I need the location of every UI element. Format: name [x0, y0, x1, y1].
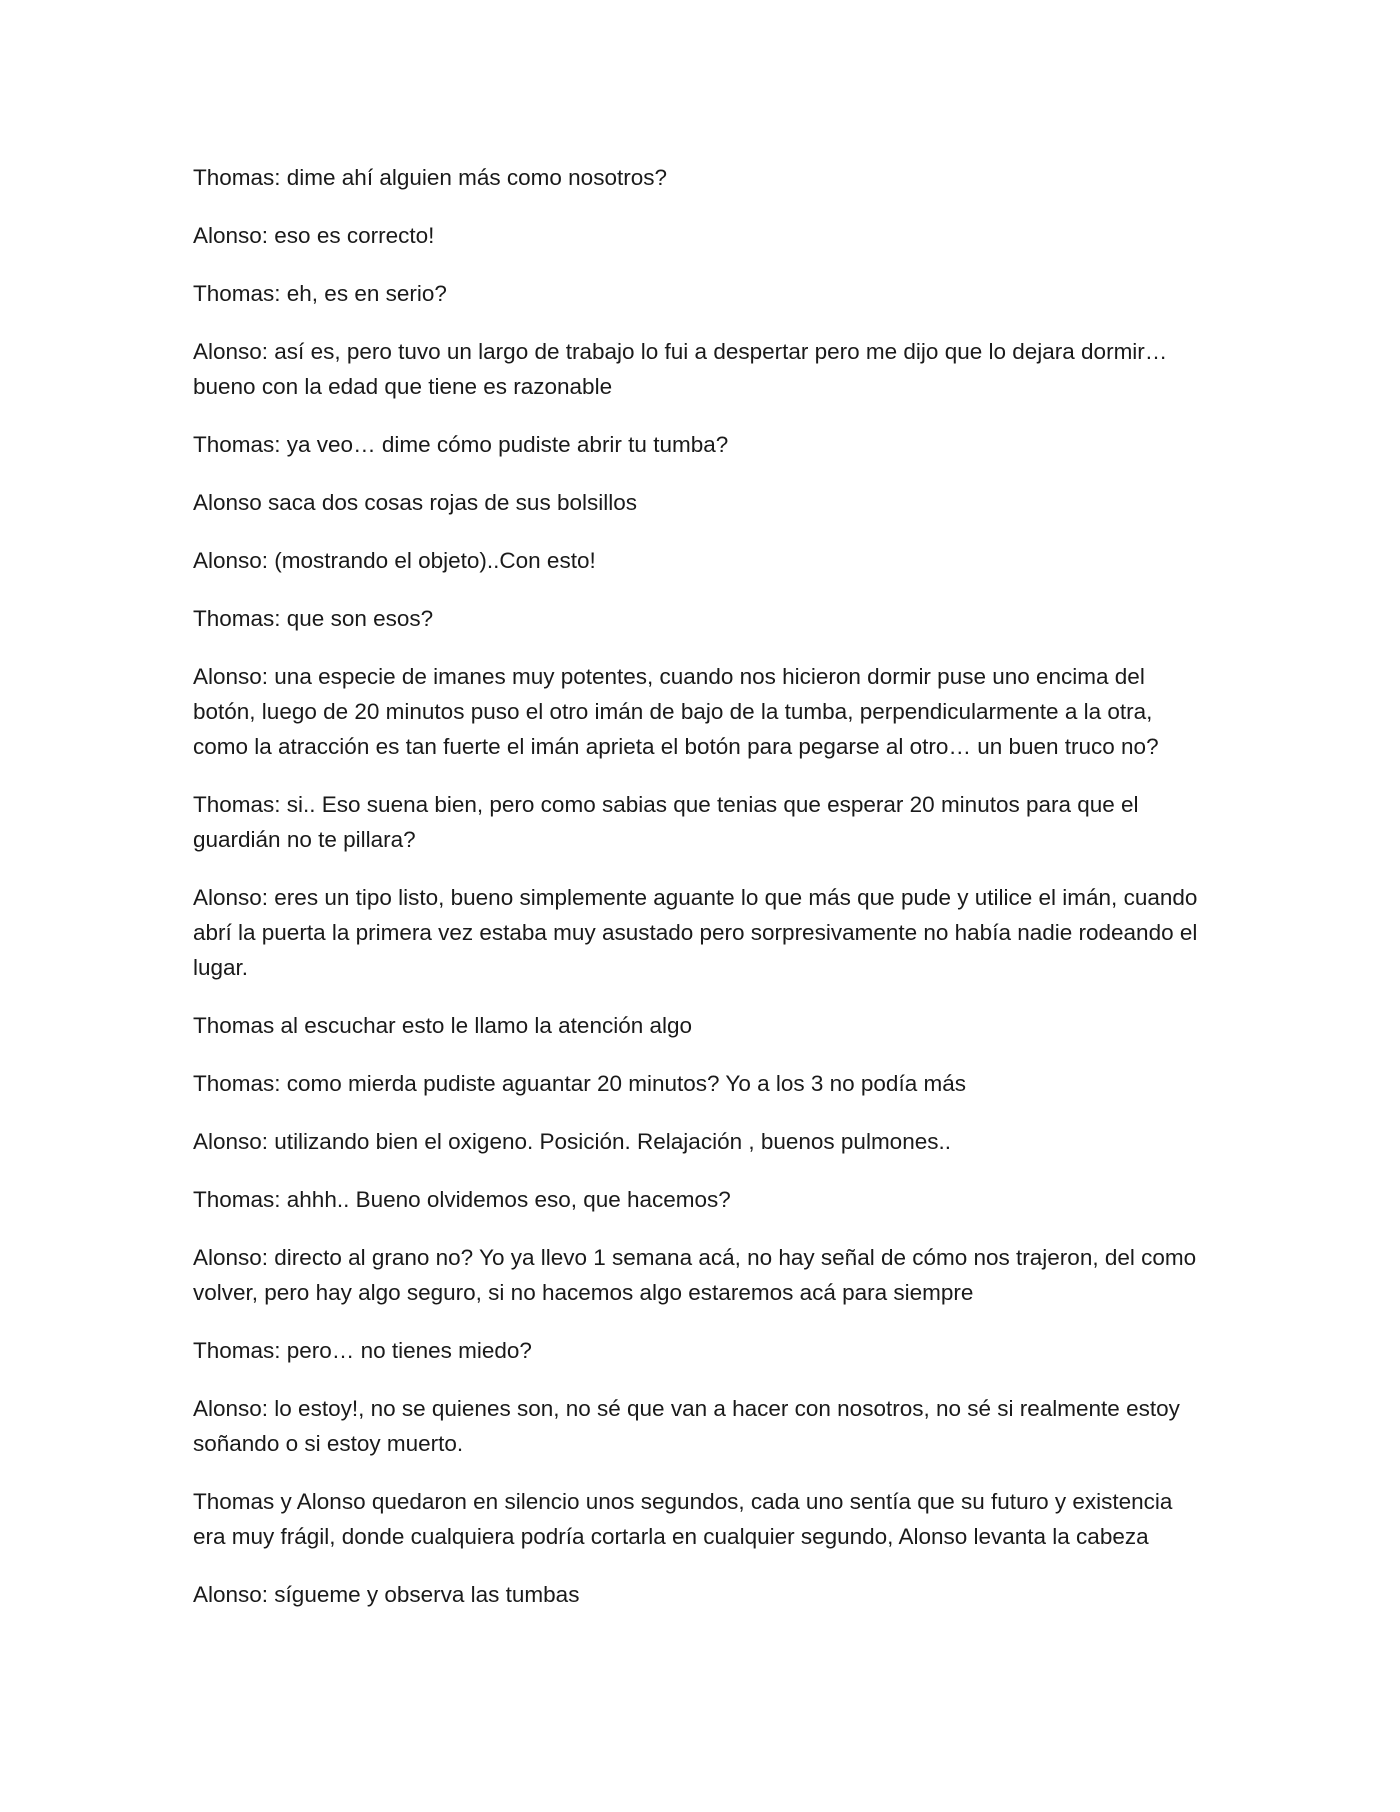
paragraph: Thomas: si.. Eso suena bien, pero como sabias que tenias que esperar 20 minutos para que el guardián no te pillara?: [193, 792, 1139, 852]
paragraph: Thomas: ya veo… dime cómo pudiste abrir tu tumba?: [193, 432, 729, 457]
paragraph: Alonso: una especie de imanes muy potentes, cuando nos hicieron dormir puse uno encima del botón, luego de 20 minutos puso el otro imán de bajo de la tumba, perpendicularmente a la otra, como la atracción es tan fuerte el imán aprieta el botón para pegarse al otro… un buen truco no?: [193, 664, 1159, 759]
paragraph: Alonso: así es, pero tuvo un largo de trabajo lo fui a despertar pero me dijo que lo dejara dormir… bueno con la edad que tiene es razonable: [193, 339, 1168, 399]
paragraph: Thomas: como mierda pudiste aguantar 20 minutos? Yo a los 3 no podía más: [193, 1071, 966, 1096]
paragraph: Alonso: sígueme y observa las tumbas: [193, 1582, 580, 1607]
paragraph: Thomas: dime ahí alguien más como nosotros?: [193, 165, 667, 190]
paragraph: Thomas: eh, es en serio?: [193, 281, 447, 306]
paragraph: Alonso: directo al grano no? Yo ya llevo 1 semana acá, no hay señal de cómo nos trajeron, del como volver, pero hay algo seguro, si no hacemos algo estaremos acá para siempre: [193, 1245, 1197, 1305]
paragraph: Alonso: (mostrando el objeto)..Con esto!: [193, 548, 596, 573]
paragraph: Thomas y Alonso quedaron en silencio unos segundos, cada uno sentía que su futuro y existencia era muy frágil, donde cualquiera podría cortarla en cualquier segundo, Alonso levanta la cabeza: [193, 1489, 1173, 1549]
paragraph: Alonso: lo estoy!, no se quienes son, no sé que van a hacer con nosotros, no sé si realmente estoy soñando o si estoy muerto.: [193, 1396, 1180, 1456]
paragraph: Thomas: ahhh.. Bueno olvidemos eso, que hacemos?: [193, 1187, 731, 1212]
paragraph: Alonso: eres un tipo listo, bueno simplemente aguante lo que más que pude y utilice el imán, cuando abrí la puerta la primera vez estaba muy asustado pero sorpresivamente no había nadie rodeando el lugar.: [193, 885, 1198, 980]
paragraph: Alonso: eso es correcto!: [193, 223, 435, 248]
paragraph: Thomas al escuchar esto le llamo la atención algo: [193, 1013, 693, 1038]
paragraph: Thomas: pero… no tienes miedo?: [193, 1338, 532, 1363]
document-body: [193, 160, 1203, 1635]
paragraph: Thomas: que son esos?: [193, 606, 434, 631]
paragraph: Alonso: utilizando bien el oxigeno. Posición. Relajación , buenos pulmones..: [193, 1129, 951, 1154]
paragraph: Alonso saca dos cosas rojas de sus bolsillos: [193, 490, 637, 515]
